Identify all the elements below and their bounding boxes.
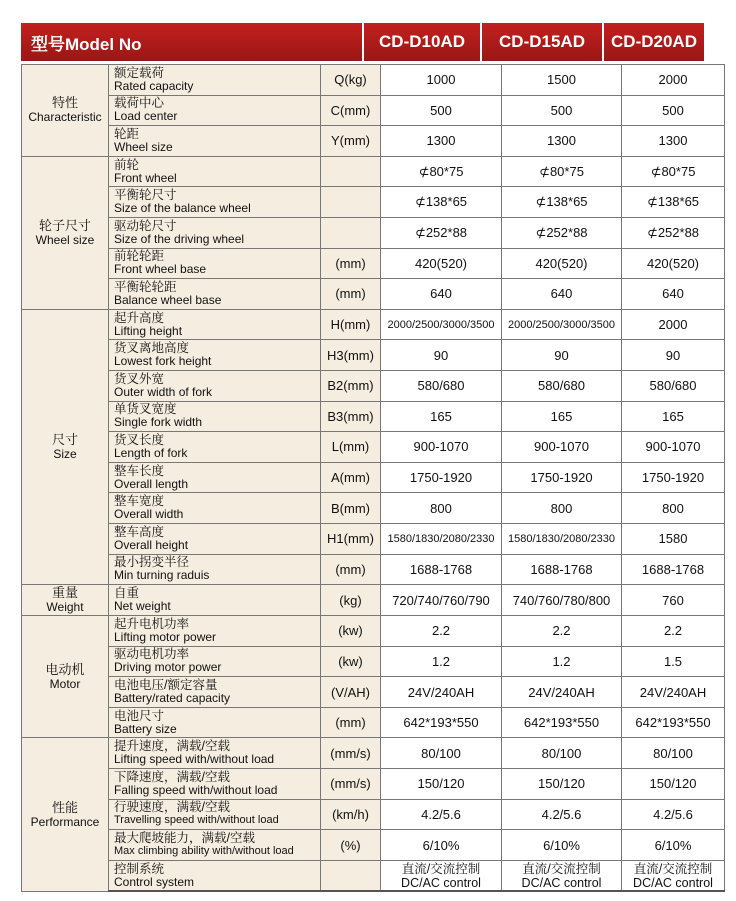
item-cn: 整车高度 xyxy=(114,524,165,539)
unit-cell: B(mm) xyxy=(321,493,381,524)
item-cn: 整车长度 xyxy=(114,463,165,478)
unit-cell: B3(mm) xyxy=(321,401,381,432)
item-en: Travelling speed with/without load xyxy=(114,814,279,827)
item-en: Size of the balance wheel xyxy=(114,201,251,216)
table-row xyxy=(22,860,725,891)
item-cn: 整车宽度 xyxy=(114,494,165,509)
value-cell: 24V/240AH xyxy=(502,677,622,708)
item-cell xyxy=(109,156,321,187)
category-motor xyxy=(22,616,109,738)
category-cn: 尺寸 xyxy=(51,431,78,447)
unit-cell xyxy=(321,187,381,218)
value-cell: 1750-1920 xyxy=(622,462,725,493)
value-cell: 150/120 xyxy=(622,769,725,800)
item-en: Control system xyxy=(114,874,195,889)
unit-cell: C(mm) xyxy=(321,95,381,126)
value-cell: ⊄80*75 xyxy=(622,156,725,187)
table-row xyxy=(22,126,725,157)
value-cell: ⊄252*88 xyxy=(502,217,622,248)
item-cn: 前轮轮距 xyxy=(114,249,165,264)
item-en: Overall width xyxy=(114,507,184,522)
unit-cell: H1(mm) xyxy=(321,523,381,554)
item-cell xyxy=(109,646,321,677)
value-cell: 1000 xyxy=(381,65,502,96)
item-en: Battery/rated capacity xyxy=(114,691,231,706)
unit-cell: A(mm) xyxy=(321,462,381,493)
item-cn: 最大爬坡能力，满载/空载 xyxy=(114,831,255,846)
value-cell: 500 xyxy=(622,95,725,126)
item-cn: 单货叉宽度 xyxy=(114,402,177,417)
value-cell: 2000 xyxy=(622,309,725,340)
item-cell xyxy=(109,401,321,432)
value-cell: 1688-1768 xyxy=(381,554,502,585)
value-cell: 640 xyxy=(502,279,622,310)
table-row xyxy=(22,830,725,861)
value-cell: 1688-1768 xyxy=(622,554,725,585)
value-cell: 420(520) xyxy=(502,248,622,279)
value-cell: 1688-1768 xyxy=(502,554,622,585)
item-en: Front wheel base xyxy=(114,262,207,277)
value-cell: 580/680 xyxy=(622,370,725,401)
value-cell: 1580/1830/2080/2330 xyxy=(502,523,622,554)
table-row xyxy=(22,370,725,401)
item-cell xyxy=(109,95,321,126)
value-cell: ⊄80*75 xyxy=(502,156,622,187)
item-cell xyxy=(109,432,321,463)
category-en: Performance xyxy=(30,814,100,829)
unit-cell: (%) xyxy=(321,830,381,861)
table-row xyxy=(22,646,725,677)
category-characteristic xyxy=(22,65,109,157)
item-cn: 前轮 xyxy=(114,157,140,172)
value-cell: 90 xyxy=(381,340,502,371)
unit-cell: Q(kg) xyxy=(321,65,381,96)
unit-cell: L(mm) xyxy=(321,432,381,463)
unit-cell: (km/h) xyxy=(321,799,381,830)
value-cell: ⊄138*65 xyxy=(622,187,725,218)
category-cn: 重量 xyxy=(51,585,78,601)
unit-cell: H(mm) xyxy=(321,309,381,340)
value-cell: 150/120 xyxy=(502,769,622,800)
category-cn: 特性 xyxy=(51,95,78,111)
item-cell xyxy=(109,677,321,708)
unit-cell: B2(mm) xyxy=(321,370,381,401)
table-row xyxy=(22,738,725,769)
item-cell xyxy=(109,585,321,616)
item-en: Lifting motor power xyxy=(114,629,217,644)
value-cell: 900-1070 xyxy=(502,432,622,463)
table-row xyxy=(22,585,725,616)
table-row xyxy=(22,340,725,371)
item-cn: 载荷中心 xyxy=(114,96,165,111)
table-header xyxy=(21,23,704,61)
item-cell xyxy=(109,860,321,891)
item-cell xyxy=(109,248,321,279)
item-en: Overall length xyxy=(114,476,189,491)
unit-cell: (mm) xyxy=(321,707,381,738)
item-cell xyxy=(109,738,321,769)
item-cell xyxy=(109,370,321,401)
item-en: Min turning raduis xyxy=(114,568,210,583)
value-cell: 24V/240AH xyxy=(622,677,725,708)
unit-cell: (mm) xyxy=(321,248,381,279)
category-en: Wheel size xyxy=(35,232,95,247)
category-cn: 轮子尺寸 xyxy=(38,217,91,233)
item-cell xyxy=(109,340,321,371)
value-cell: 1.5 xyxy=(622,646,725,677)
unit-cell: (mm) xyxy=(321,554,381,585)
value-cell: 80/100 xyxy=(502,738,622,769)
item-en: Max climbing ability with/without load xyxy=(114,845,294,858)
value-cell: 900-1070 xyxy=(381,432,502,463)
value-cell: 642*193*550 xyxy=(622,707,725,738)
table-row xyxy=(22,279,725,310)
category-size xyxy=(22,309,109,584)
item-cn: 货叉外宽 xyxy=(114,371,165,386)
value-cell: ⊄80*75 xyxy=(381,156,502,187)
unit-cell: H3(mm) xyxy=(321,340,381,371)
value-cell: 2.2 xyxy=(502,616,622,647)
value-cell: 6/10% xyxy=(381,830,502,861)
item-cell xyxy=(109,707,321,738)
value-cell: 800 xyxy=(502,493,622,524)
value-cell: 642*193*550 xyxy=(381,707,502,738)
category-en: Characteristic xyxy=(28,110,102,125)
item-cn: 驱动轮尺寸 xyxy=(114,218,177,233)
unit-cell: (mm/s) xyxy=(321,738,381,769)
value-cell xyxy=(502,860,622,891)
item-cell xyxy=(109,523,321,554)
value-cell: ⊄252*88 xyxy=(622,217,725,248)
table-row xyxy=(22,401,725,432)
value-cell: 900-1070 xyxy=(622,432,725,463)
value-cell: 420(520) xyxy=(381,248,502,279)
item-en: Front wheel xyxy=(114,170,177,185)
item-cn: 平衡轮轮距 xyxy=(114,279,177,294)
item-en: Net weight xyxy=(114,599,171,614)
item-en: Rated capacity xyxy=(114,78,194,93)
item-cn: 平衡轮尺寸 xyxy=(114,188,177,203)
item-en: Size of the driving wheel xyxy=(114,231,245,246)
item-cell xyxy=(109,126,321,157)
value-cell: 4.2/5.6 xyxy=(502,799,622,830)
table-row xyxy=(22,769,725,800)
value-cell: 720/740/760/790 xyxy=(381,585,502,616)
item-en: Balance wheel base xyxy=(114,292,222,307)
value-cell: 2000/2500/3000/3500 xyxy=(502,309,622,340)
value-cell: 1500 xyxy=(502,65,622,96)
table-row xyxy=(22,677,725,708)
value-line: 直流/交流控制 xyxy=(401,861,481,876)
item-en: Lowest fork height xyxy=(114,354,212,369)
value-line: 直流/交流控制 xyxy=(522,861,601,876)
value-cell: 6/10% xyxy=(622,830,725,861)
table-row xyxy=(22,707,725,738)
value-cell: 640 xyxy=(622,279,725,310)
value-cell: 1580/1830/2080/2330 xyxy=(381,523,502,554)
table-row xyxy=(22,554,725,585)
value-cell: 80/100 xyxy=(381,738,502,769)
item-cn: 控制系统 xyxy=(114,861,165,876)
category-en: Motor xyxy=(49,676,81,691)
value-cell: 1750-1920 xyxy=(502,462,622,493)
item-cn: 下降速度，满载/空载 xyxy=(114,769,230,784)
item-cn: 行驶速度，满载/空载 xyxy=(114,800,230,815)
item-cell xyxy=(109,65,321,96)
item-cn: 额定载荷 xyxy=(114,65,165,80)
value-cell: 165 xyxy=(502,401,622,432)
value-cell: 500 xyxy=(381,95,502,126)
table-row xyxy=(22,799,725,830)
value-cell: 165 xyxy=(622,401,725,432)
model-no-label: 型号Model No xyxy=(21,23,362,61)
spec-table xyxy=(21,64,725,892)
item-en: Battery size xyxy=(114,721,177,736)
value-line: DC/AC control xyxy=(633,875,713,890)
unit-cell xyxy=(321,860,381,891)
value-cell: 150/120 xyxy=(381,769,502,800)
value-cell: 420(520) xyxy=(622,248,725,279)
category-weight xyxy=(22,585,109,616)
item-cn: 轮距 xyxy=(114,126,140,141)
category-performance xyxy=(22,738,109,891)
value-line: 直流/交流控制 xyxy=(633,861,713,876)
category-wheel xyxy=(22,156,109,309)
model-column-1: CD-D10AD xyxy=(364,23,480,61)
value-cell: 1580 xyxy=(622,523,725,554)
value-cell: 760 xyxy=(622,585,725,616)
value-cell: 80/100 xyxy=(622,738,725,769)
value-cell: 1300 xyxy=(502,126,622,157)
item-cn: 起升高度 xyxy=(114,310,165,325)
value-cell: 2000 xyxy=(622,65,725,96)
value-cell: 2000/2500/3000/3500 xyxy=(381,309,502,340)
table-row xyxy=(22,65,725,96)
value-cell: 1.2 xyxy=(381,646,502,677)
item-cell xyxy=(109,493,321,524)
value-cell: 500 xyxy=(502,95,622,126)
unit-cell xyxy=(321,156,381,187)
item-en: Single fork width xyxy=(114,415,203,430)
table-row xyxy=(22,493,725,524)
item-cell xyxy=(109,799,321,830)
item-cn: 电池电压/额定容量 xyxy=(114,678,218,693)
value-line: DC/AC control xyxy=(521,875,602,890)
item-en: Load center xyxy=(114,109,178,124)
table-row xyxy=(22,309,725,340)
value-cell: 1300 xyxy=(381,126,502,157)
value-cell: 1750-1920 xyxy=(381,462,502,493)
value-cell: 1.2 xyxy=(502,646,622,677)
item-en: Outer width of fork xyxy=(114,384,213,399)
value-cell: 800 xyxy=(381,493,502,524)
item-cn: 电池尺寸 xyxy=(114,708,165,723)
value-cell: 4.2/5.6 xyxy=(381,799,502,830)
item-en: Lifting height xyxy=(114,323,183,338)
table-row xyxy=(22,95,725,126)
category-cn: 性能 xyxy=(51,799,78,815)
model-column-3: CD-D20AD xyxy=(604,23,704,61)
table-row xyxy=(22,616,725,647)
category-en: Size xyxy=(53,446,77,461)
value-cell: 165 xyxy=(381,401,502,432)
table-row xyxy=(22,432,725,463)
table-row xyxy=(22,248,725,279)
item-cell xyxy=(109,830,321,861)
item-cell xyxy=(109,462,321,493)
item-cell xyxy=(109,769,321,800)
table-row xyxy=(22,462,725,493)
value-cell: 580/680 xyxy=(502,370,622,401)
value-cell: 6/10% xyxy=(502,830,622,861)
value-cell: 642*193*550 xyxy=(502,707,622,738)
unit-cell: (mm) xyxy=(321,279,381,310)
item-cell xyxy=(109,616,321,647)
value-cell: 24V/240AH xyxy=(381,677,502,708)
value-cell: 580/680 xyxy=(381,370,502,401)
value-cell: ⊄138*65 xyxy=(381,187,502,218)
item-cell xyxy=(109,279,321,310)
value-cell: 640 xyxy=(381,279,502,310)
unit-cell: (kw) xyxy=(321,616,381,647)
item-en: Length of fork xyxy=(114,445,188,460)
table-row xyxy=(22,523,725,554)
unit-cell: (kw) xyxy=(321,646,381,677)
unit-cell: (kg) xyxy=(321,585,381,616)
item-cn: 最小拐变半径 xyxy=(114,555,190,570)
value-cell: 4.2/5.6 xyxy=(622,799,725,830)
value-cell: 90 xyxy=(502,340,622,371)
item-cell xyxy=(109,217,321,248)
value-cell: 90 xyxy=(622,340,725,371)
item-en: Lifting speed with/without load xyxy=(114,752,275,767)
item-en: Wheel size xyxy=(114,139,173,154)
unit-cell: Y(mm) xyxy=(321,126,381,157)
item-cn: 起升电机功率 xyxy=(114,616,190,631)
value-cell xyxy=(381,860,502,891)
item-cell xyxy=(109,187,321,218)
item-en: Falling speed with/without load xyxy=(114,782,278,797)
item-en: Driving motor power xyxy=(114,660,222,675)
value-cell: ⊄252*88 xyxy=(381,217,502,248)
item-en: Overall height xyxy=(114,537,189,552)
item-cell xyxy=(109,309,321,340)
value-cell: 2.2 xyxy=(381,616,502,647)
value-cell: 1300 xyxy=(622,126,725,157)
unit-cell: (mm/s) xyxy=(321,769,381,800)
category-en: Weight xyxy=(46,600,84,615)
table-row xyxy=(22,187,725,218)
item-cn: 自重 xyxy=(114,586,140,601)
item-cn: 提升速度，满载/空载 xyxy=(114,739,230,754)
model-column-2: CD-D15AD xyxy=(482,23,602,61)
value-cell: ⊄138*65 xyxy=(502,187,622,218)
value-cell: 740/760/780/800 xyxy=(502,585,622,616)
table-row xyxy=(22,217,725,248)
item-cn: 货叉长度 xyxy=(114,432,165,447)
value-cell xyxy=(622,860,725,891)
item-cn: 驱动电机功率 xyxy=(114,647,190,662)
table-row xyxy=(22,156,725,187)
value-cell: 2.2 xyxy=(622,616,725,647)
value-line: DC/AC control xyxy=(401,875,481,890)
category-cn: 电动机 xyxy=(45,661,85,677)
item-cn: 货叉离地高度 xyxy=(114,341,190,356)
unit-cell: (V/AH) xyxy=(321,677,381,708)
item-cell xyxy=(109,554,321,585)
unit-cell xyxy=(321,217,381,248)
value-cell: 800 xyxy=(622,493,725,524)
